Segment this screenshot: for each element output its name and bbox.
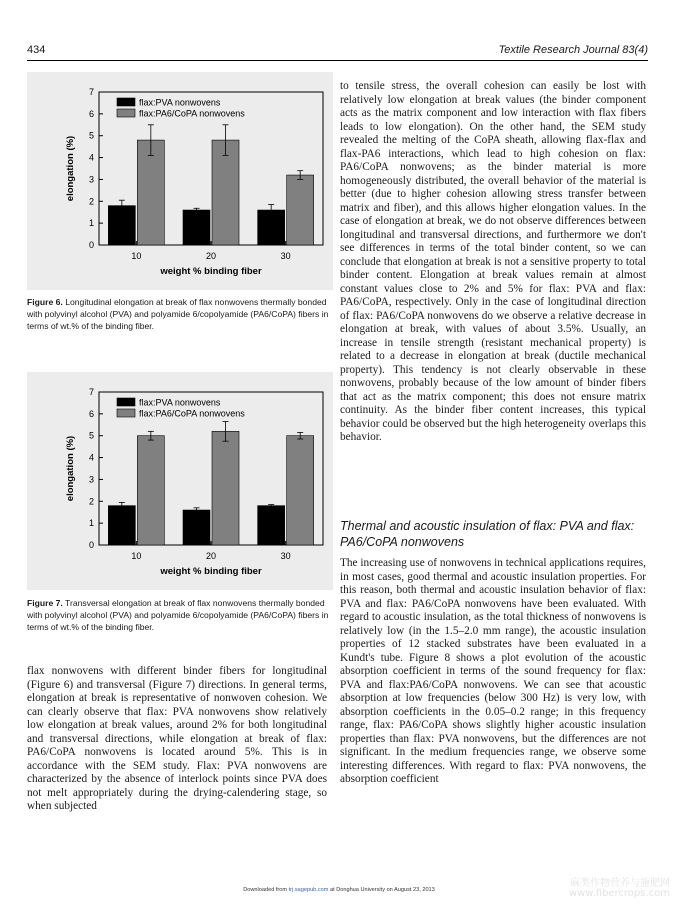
figure-6 — [27, 72, 333, 290]
legend-label: flax:PA6/CoPA nonwovens — [139, 408, 245, 419]
legend-swatch — [117, 109, 135, 117]
y-tick-label: 5 — [88, 130, 94, 141]
journal-title: Textile Research Journal 83(4) — [498, 44, 648, 56]
figure-7-caption — [27, 597, 333, 633]
y-tick-label: 7 — [88, 387, 94, 397]
bar — [137, 140, 164, 245]
y-tick-label: 2 — [88, 496, 94, 507]
bar — [258, 506, 285, 545]
section-heading: Thermal and acoustic insulation of flax: PVA and flax: PA6/CoPA nonwovens — [340, 519, 635, 549]
bar — [212, 140, 239, 245]
right-column-text — [340, 80, 646, 445]
y-tick-label: 1 — [88, 218, 94, 229]
x-tick-label: 20 — [205, 551, 217, 561]
x-axis-label: weight % binding fiber — [160, 266, 262, 277]
y-tick-label: 7 — [88, 87, 94, 97]
header-rule — [27, 60, 648, 61]
body-paragraph: to tensile stress, the overall cohesion can easily be lost with relatively low elongation at break values (the binder component acts as the matrix component and low interaction with flax fibers leads to low elongation). On the other hand, the SEM study revealed the melting of the CoPA sheath, allowing flax-flax and flax-PA6 interactions, which lead to high cohesion on flax: PA6/CoPA nonwovens; as the binder material is more homogeneously distributed, the overall behavior of the material is better (due to higher cohesion allowing stress transfer between matrix and fiber), and this allows higher elongation values. In the case of elongation at break, we do not observe differences between longitudinal and transversal directions, and furthermore we don't see differences in terms of the total binder content, so we can conclude that elongation at break is not a sensitive property to total binder content. Elongation at break values remain at almost constant values close to 2% and 5% for flax: PVA and flax: PA6/CoPA, respectively. Only in the case of longitudinal direction of flax: PA6/CoPA nonwovens do we observe a relative decrease in elongation at break, with values of about 3.5%. Usually, an increase in tensile strength (resistant mechanical property) is related to a decrease in elongation at break (ductile mechanical property). This tendency is not clearly observable in these nonwovens, probably because of the low amount of binder fibers that act as the matrix component; this does not ensure matrix continuity. As the binder fiber content increases, this typical behavior could be observed but the high heterogeneity overlaps this behavior. — [340, 80, 646, 443]
legend-swatch — [117, 409, 135, 417]
figure-7-label: Figure 7. — [27, 598, 63, 608]
footer-suffix: at Donghua University on August 23, 2013 — [328, 887, 435, 893]
bar — [212, 431, 239, 545]
page-number: 434 — [27, 44, 46, 56]
figure-7-caption-text: Transversal elongation at break of flax nonwovens thermally bonded with polyvinyl alcohol (PVA) and polyamide 6/copolyamide (PA6/CoPA) fibers in terms of wt.% of the binding fiber. — [27, 598, 329, 632]
y-axis-label: elongation (%) — [65, 435, 76, 502]
y-tick-label: 5 — [88, 430, 94, 441]
bar — [287, 175, 314, 245]
y-tick-label: 2 — [88, 196, 94, 207]
y-axis-label: elongation (%) — [65, 135, 76, 202]
legend-label: flax:PVA nonwovens — [139, 397, 221, 408]
footer-prefix: Downloaded from — [243, 887, 289, 893]
y-tick-label: 0 — [88, 540, 94, 550]
figure-7 — [27, 372, 333, 590]
x-tick-label: 20 — [205, 251, 217, 261]
bar — [108, 506, 135, 545]
y-tick-label: 3 — [88, 474, 94, 485]
body-paragraph: The increasing use of nonwovens in technical applications requires, in most cases, good thermal and acoustic insulation properties. For this reason, both thermal and acoustic insulation behavior of flax: PVA and flax: PA6/CoPA nonwovens have been evaluated. With regard to acoustic insulation, as the total thickness of nonwovens is relatively low (in the 1.5–2.0 mm range), the acoustic insulation properties of 12 stacked substrates have been evaluated in a Kundt's tube. Figure 8 shows a plot evolution of the acoustic absorption coefficient in terms of the sound frequency for flax: PVA and flax:PA6/CoPA nonwovens. We can see that acoustic absorption at low frequencies (below 300 Hz) is very low, with absorption coefficients in the 0.05–0.2 range; in this frequency range, flax: PA6/CoPA shows slightly higher acoustic insulation properties than flax: PVA nonwovens, but the differences are not significant. In the medium frequencies range, we observe some interesting differences. With regard to flax: PVA nonwovens, the absorption coefficient — [340, 557, 646, 785]
y-tick-label: 1 — [88, 518, 94, 529]
figure-6-chart — [27, 72, 333, 290]
footer-link[interactable]: trj.sagepub.com — [288, 887, 329, 893]
bar — [183, 210, 210, 245]
x-axis-label: weight % binding fiber — [160, 566, 262, 577]
bar — [108, 206, 135, 245]
right-column-text-2 — [340, 557, 646, 787]
bar — [137, 436, 164, 545]
figure-7-chart — [27, 372, 333, 590]
body-paragraph: flax nonwovens with different binder fibers for longitudinal (Figure 6) and transversal (Figure 7) directions. In general terms, elongation at break is representative of nonwoven cohesion. We can clearly observe that flax: PVA nonwovens show relatively low elongation at break values, around 2% for both longitudinal and transversal directions, while elongation at break of flax: PA6/CoPA nonwovens is located around 5%. This is in accordance with the SEM study. Flax: PVA nonwovens are characterized by the absence of interlock points since PVA does not melt appropriately during the drying-calendering stage, so when subjected — [27, 665, 327, 812]
y-tick-label: 4 — [88, 452, 94, 463]
y-tick-label: 6 — [88, 108, 94, 119]
y-tick-label: 6 — [88, 408, 94, 419]
legend-swatch — [117, 98, 135, 106]
bar — [287, 436, 314, 545]
bar — [183, 510, 210, 545]
x-tick-label: 30 — [280, 551, 291, 561]
y-tick-label: 3 — [88, 174, 94, 185]
y-tick-label: 0 — [88, 240, 94, 250]
legend-label: flax:PA6/CoPA nonwovens — [139, 108, 245, 119]
x-tick-label: 30 — [280, 251, 291, 261]
legend-label: flax:PVA nonwovens — [139, 97, 221, 108]
x-tick-label: 10 — [131, 551, 142, 561]
figure-6-caption-text: Longitudinal elongation at break of flax nonwovens thermally bonded with polyvinyl alcohol (PVA) and polyamide 6/copolyamide (PA6/CoPA) fibers in terms of wt.% of the binding fiber. — [27, 297, 329, 331]
left-column-text — [27, 665, 327, 814]
watermark-line-1: 麻类作物营养与施肥网 — [570, 878, 670, 889]
legend-swatch — [117, 398, 135, 406]
figure-6-label: Figure 6. — [27, 297, 63, 307]
figure-6-caption — [27, 296, 333, 332]
watermark-line-2: www.fibercrops.com — [568, 888, 670, 899]
x-tick-label: 10 — [131, 251, 142, 261]
y-tick-label: 4 — [88, 152, 94, 163]
